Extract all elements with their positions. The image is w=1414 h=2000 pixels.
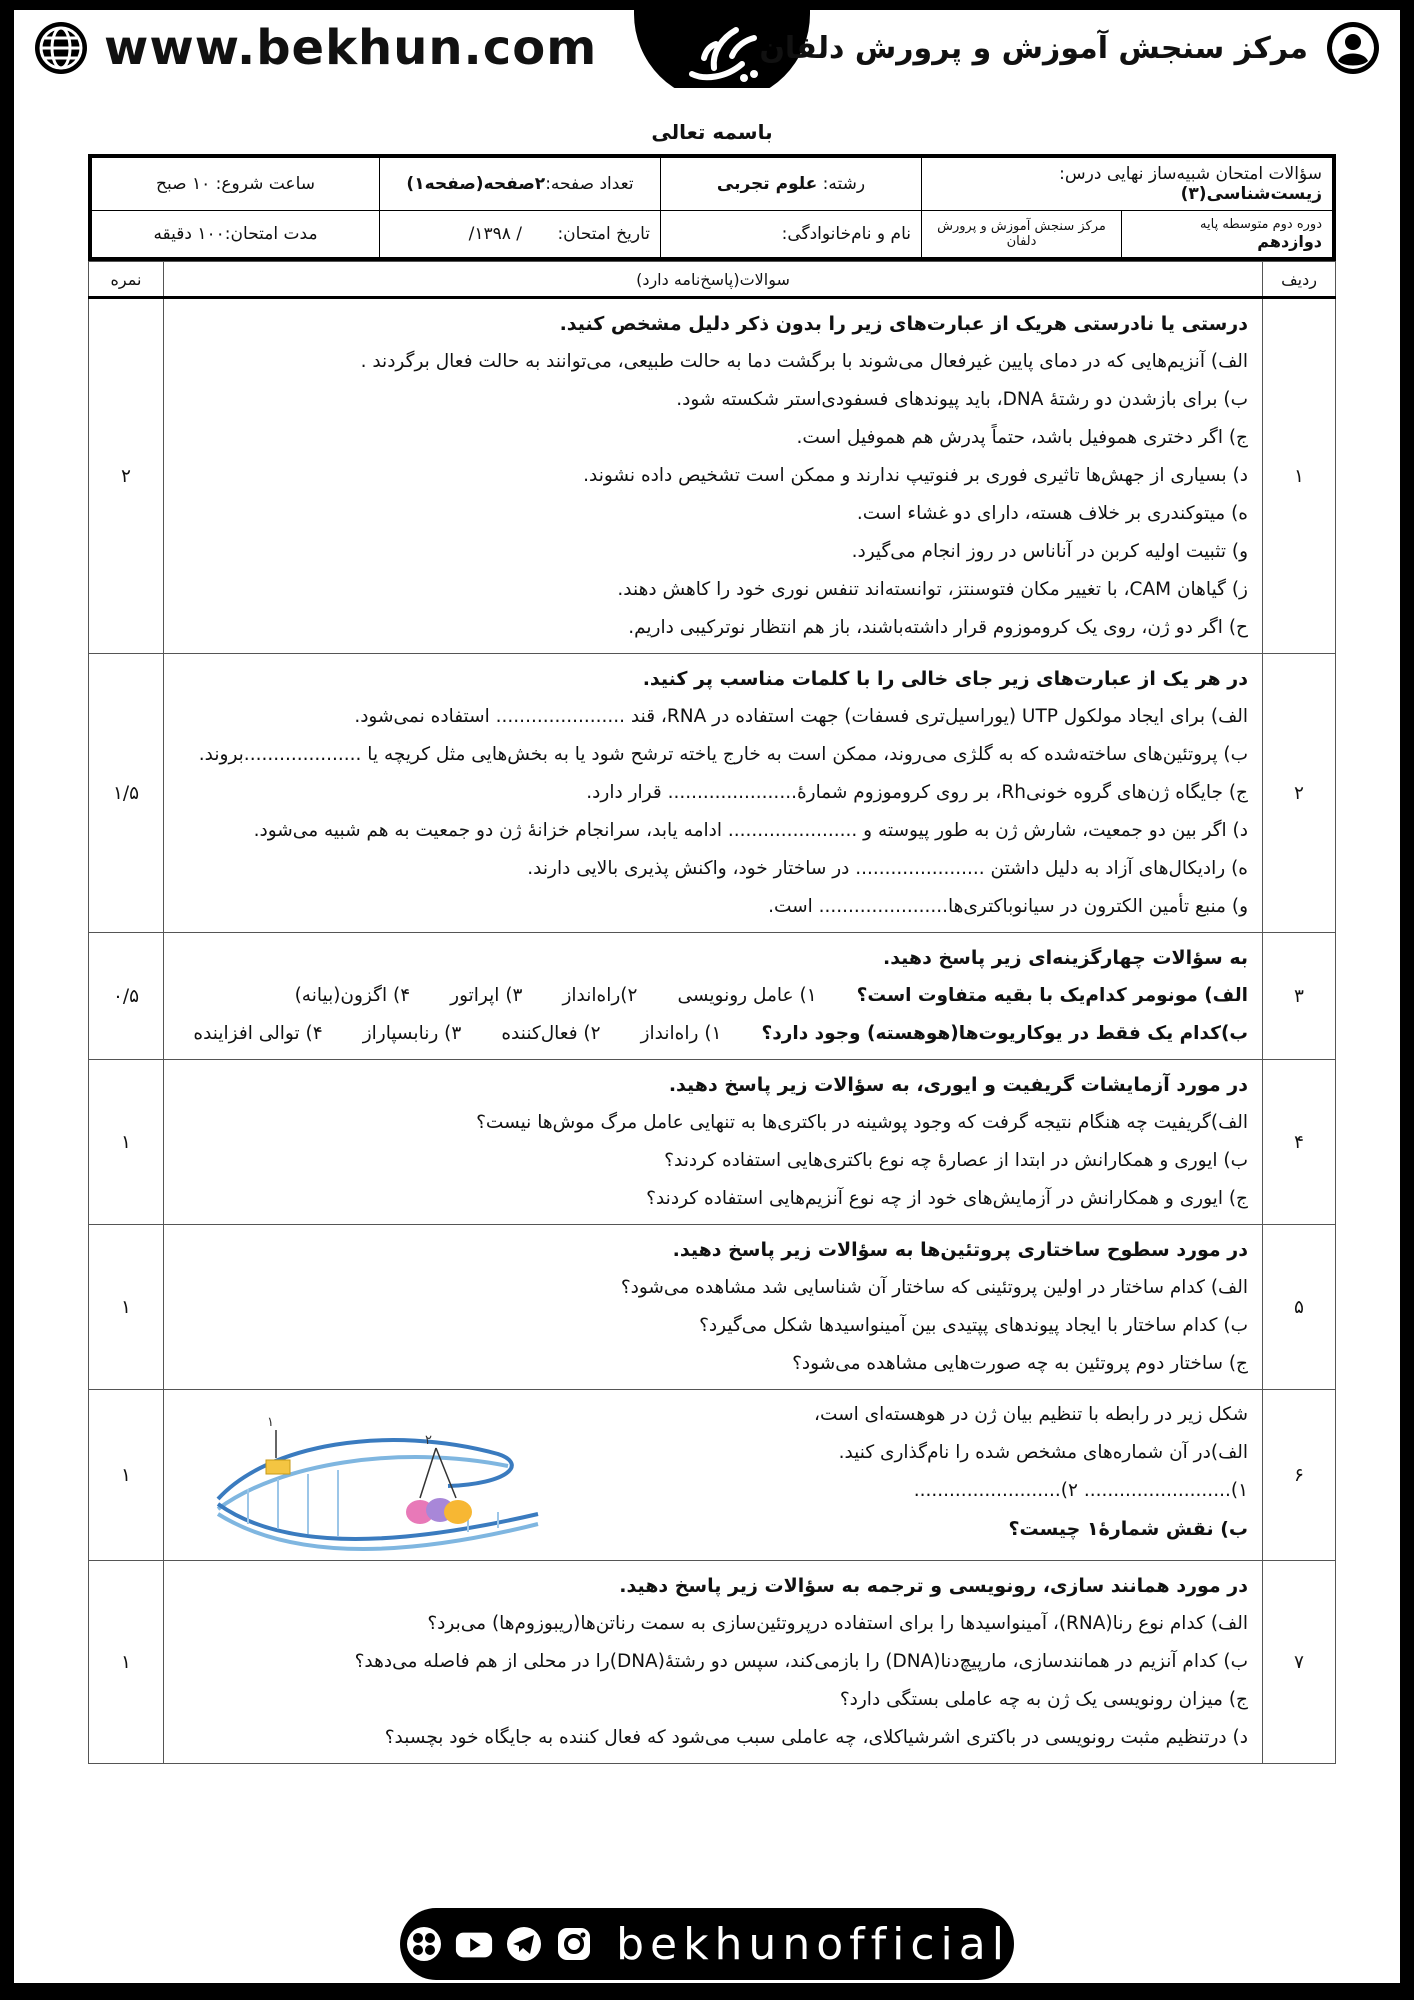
question-line: د) بسیاری از جهش‌ها تاثیری فوری بر فنوتیپ ندارند و ممکن است تشخیص داده نشوند. [583, 465, 1248, 486]
start-value: ۱۰ صبح [156, 174, 211, 194]
grade-prefix: دوره دوم متوسطه پایه [1200, 217, 1322, 232]
site-url: www.bekhun.com [104, 20, 598, 76]
mcq-option: ۱) عامل رونویسی [677, 985, 817, 1006]
col-questions-header: سوالات(پاسخ‌نامه دارد) [164, 262, 1263, 298]
pages-value: ۲صفحه(صفحه۱) [406, 174, 546, 194]
figure-label-1: ۱ [267, 1415, 274, 1430]
question-row-6 [89, 1390, 1336, 1561]
mcq-option: ۲)راه‌انداز [562, 985, 638, 1006]
pages-label: تعداد صفحه: [545, 174, 634, 194]
question-line: الف)گریفیت چه هنگام نتیجه گرفت که وجود پوشینه در باکتری‌ها به تنهایی عامل مرگ موش‌ها نیست؟ [476, 1112, 1248, 1133]
exam-title-label: سؤالات امتحان شبیه‌ساز نهایی درس: [1059, 164, 1322, 184]
telegram-icon[interactable] [504, 1924, 544, 1964]
mcq-stem: ب)کدام یک فقط در یوکاریوت‌ها(هوهسته) وجود دارد؟ [761, 1023, 1248, 1044]
question-score: ۱ [89, 1390, 164, 1561]
question-b: ب) نقش شمارهٔ۱ چیست؟ [1008, 1518, 1248, 1540]
mcq-option: ۳) اپراتور [450, 985, 523, 1006]
question-score: ۱ [89, 1060, 164, 1225]
question-row-5 [89, 1225, 1336, 1390]
user-icon [1324, 19, 1382, 77]
question-line: ه) میتوکندری بر خلاف هسته، دارای دو غشاء است. [856, 503, 1248, 524]
instagram-icon[interactable] [554, 1924, 594, 1964]
question-title: در مورد آزمایشات گریفیت و ایوری، به سؤالات زیر پاسخ دهید. [668, 1074, 1248, 1096]
question-title: به سؤالات چهارگزینه‌ای زیر پاسخ دهید. [882, 947, 1248, 969]
pages-cell [380, 156, 661, 211]
question-line: ب) برای بازشدن دو رشتهٔ DNA، باید پیوندهای فسفودی‌استر شکسته شود. [676, 389, 1248, 410]
question-row-1 [89, 298, 1336, 654]
question-line: الف) کدام نوع رنا(RNA)، آمینواسیدها را برای استفاده درپروتئین‌سازی به سمت رناتن‌ها(ریبوزوم‌ها) می‌برد؟ [427, 1613, 1248, 1634]
question-line: د) درتنظیم مثبت رونویسی در باکتری اشرشیاکلای، چه عاملی سبب می‌شود که فعال کننده به جایگاه خود بچسبد؟ [384, 1727, 1248, 1748]
site-link[interactable] [32, 20, 597, 76]
col-row-header: ردیف [1263, 262, 1336, 298]
grade-cell [1122, 211, 1333, 257]
org-name: مرکز سنجش آموزش و پرورش دلفان [759, 30, 1308, 66]
question-number: ۵ [1263, 1225, 1336, 1390]
field-label: رشته: [822, 174, 866, 194]
question-row-3 [89, 933, 1336, 1060]
question-score: ۰/۵ [89, 933, 164, 1060]
question-score: ۲ [89, 298, 164, 654]
question-title: درستی یا نادرستی هریک از عبارت‌های زیر را بدون ذکر دلیل مشخص کنید. [559, 313, 1248, 335]
duration-cell [90, 211, 380, 260]
grade-value: دوازدهم [1257, 232, 1322, 251]
gene-expression-figure [208, 1404, 548, 1554]
question-line: ب) کدام آنزیم در همانندسازی، مارپیچ‌دنا(DNA) را بازمی‌کند، سپس دو رشتهٔ(DNA)را در محلی از هم فاصله می‌دهد؟ [354, 1651, 1248, 1672]
question-row-4 [89, 1060, 1336, 1225]
question-score: ۱ [89, 1561, 164, 1764]
page-header [14, 10, 1400, 88]
question-number: ۱ [1263, 298, 1336, 654]
name-cell [661, 211, 922, 260]
question-body [164, 298, 1263, 654]
mcq-option: ۳) رنابسپاراز [362, 1023, 462, 1044]
name-label: نام و نام‌خانوادگی: [781, 224, 911, 244]
exam-subject: زیست‌شناسی(۳) [1180, 184, 1322, 204]
youtube-icon[interactable] [454, 1924, 494, 1964]
question-title: در مورد سطوح ساختاری پروتئین‌ها به سؤالات زیر پاسخ دهید. [672, 1239, 1248, 1261]
question-line: الف)در آن شماره‌های مشخص شده را نام‌گذاری کنید. [838, 1442, 1248, 1463]
date-value: / ۱۳۹۸/ [468, 224, 523, 244]
question-title: در هر یک از عبارت‌های زیر جای خالی را با کلمات مناسب پر کنید. [642, 668, 1248, 690]
question-row-7 [89, 1561, 1336, 1764]
question-title: در مورد همانند سازی، رونویسی و ترجمه به سؤالات زیر پاسخ دهید. [619, 1575, 1248, 1597]
col-score-header: نمره [89, 262, 164, 298]
mcq-option: ۴) توالی افزاینده [193, 1023, 323, 1044]
mcq-stem: الف) مونومر کدام‌یک با بقیه متفاوت است؟ [856, 985, 1248, 1006]
question-line: ج) ایوری و همکارانش در آزمایش‌های خود از چه نوع آنزیم‌هایی استفاده کردند؟ [646, 1188, 1248, 1209]
question-row-2 [89, 654, 1336, 933]
question-number: ۳ [1263, 933, 1336, 1060]
question-line: ز) گیاهان CAM، با تغییر مکان فتوسنتز، توانسته‌اند تنفس نوری خود را کاهش دهند. [617, 579, 1248, 600]
question-line: ۱)......................... ۲)......................... [913, 1480, 1248, 1501]
grade-center-cell [922, 211, 1335, 260]
start-cell [90, 156, 380, 211]
question-line: ه) رادیکال‌های آزاد به دلیل داشتن ...................... در ساختار خود، واکنش پذیری بالایی دارند. [527, 858, 1248, 879]
question-line: ب) کدام ساختار با ایجاد پیوندهای پپتیدی بین آمینواسیدها شکل می‌گیرد؟ [699, 1315, 1248, 1336]
question-line: شکل زیر در رابطه با تنظیم بیان ژن در هوهسته‌ای است، [813, 1404, 1248, 1425]
date-label: تاریخ امتحان: [557, 224, 650, 244]
question-score: ۱ [89, 1225, 164, 1390]
exam-document [88, 120, 1336, 1764]
social-footer [400, 1908, 1014, 1980]
duration-label: مدت امتحان: [224, 224, 318, 244]
question-number: ۶ [1263, 1390, 1336, 1561]
question-line: الف) برای ایجاد مولکول UTP (یوراسیل‌تری فسفات) جهت استفاده در RNA، قند ...................... استفاده نمی‌شود. [354, 706, 1248, 727]
question-number: ۷ [1263, 1561, 1336, 1764]
question-line: ب) پروتئین‌های ساخته‌شده که به گلژی می‌روند، ممکن است به خارج یاخته ترشح شود یا به بخش‌هایی مثل کریچه یا ....................بروند. [198, 744, 1248, 765]
exam-info-table [88, 154, 1336, 261]
mcq-option: ۲) فعال‌کننده [501, 1023, 601, 1044]
question-line: ج) جایگاه ژن‌های گروه خونیRh، بر روی کروموزوم شمارهٔ...................... قرار دارد. [586, 782, 1248, 803]
field-cell [661, 156, 922, 211]
date-cell [380, 211, 661, 260]
field-value: علوم تجربی [716, 174, 818, 194]
question-line: ج) اگر دختری هموفیل باشد، حتماً پدرش هم هموفیل است. [796, 427, 1248, 448]
mcq-a [178, 977, 1248, 1015]
question-line: الف) کدام ساختار در اولین پروتئینی که ساختار آن شناسایی شد مشاهده می‌شود؟ [620, 1277, 1248, 1298]
question-body [164, 1060, 1263, 1225]
start-label: ساعت شروع: [215, 174, 315, 194]
social-handle[interactable]: bekhunofficial [616, 1918, 1010, 1970]
question-line: و) منبع تأمین الکترون در سیانوباکتری‌ها...................... است. [768, 896, 1248, 917]
question-line: د) اگر بین دو جمعیت، شارش ژن به طور پیوسته و ...................... ادامه یابد، سرانجام خزانهٔ ژن دو جمعیت به هم شبیه می‌شود. [253, 820, 1248, 841]
question-line: ج) ساختار دوم پروتئین به چه صورت‌هایی مشاهده می‌شود؟ [792, 1353, 1248, 1374]
question-line: ح) اگر دو ژن، روی یک کروموزوم قرار داشته‌باشند، باز هم انتظار نوترکیبی داریم. [628, 617, 1248, 638]
figure-label-2: ۲ [425, 1433, 432, 1448]
question-score: ۱/۵ [89, 654, 164, 933]
questions-table [88, 261, 1336, 1764]
question-body [164, 654, 1263, 933]
question-line: ج) میزان رونویسی یک ژن به چه عاملی بستگی دارد؟ [839, 1689, 1248, 1710]
question-body [164, 933, 1263, 1060]
question-line: و) تثبیت اولیه کربن در آناناس در روز انجام می‌گیرد. [851, 541, 1248, 562]
globe-icon [32, 19, 90, 77]
question-number: ۲ [1263, 654, 1336, 933]
question-body [164, 1561, 1263, 1764]
center-cell: مرکز سنجش آموزش و پرورش دلفان [937, 219, 1106, 249]
question-line: ب) ایوری و همکارانش در ابتدا از عصارهٔ چه نوع باکتری‌هایی استفاده کردند؟ [664, 1150, 1248, 1171]
mcq-option: ۴) اگزون(بیانه) [294, 985, 411, 1006]
bismillah: باسمه تعالی [651, 120, 773, 144]
aparat-icon[interactable] [404, 1924, 444, 1964]
question-body [164, 1225, 1263, 1390]
question-line: الف) آنزیم‌هایی که در دمای پایین غیرفعال می‌شوند با برگشت دما به حالت طبیعی، می‌توانند به حالت فعال برگردند . [360, 351, 1248, 372]
mcq-option: ۱) راه‌انداز [640, 1023, 722, 1044]
duration-value: ۱۰۰ دقیقه [153, 224, 225, 244]
org-title [759, 20, 1382, 76]
mcq-b [178, 1015, 1248, 1053]
question-body [164, 1390, 1263, 1561]
question-number: ۴ [1263, 1060, 1336, 1225]
exam-title-cell [922, 156, 1335, 211]
